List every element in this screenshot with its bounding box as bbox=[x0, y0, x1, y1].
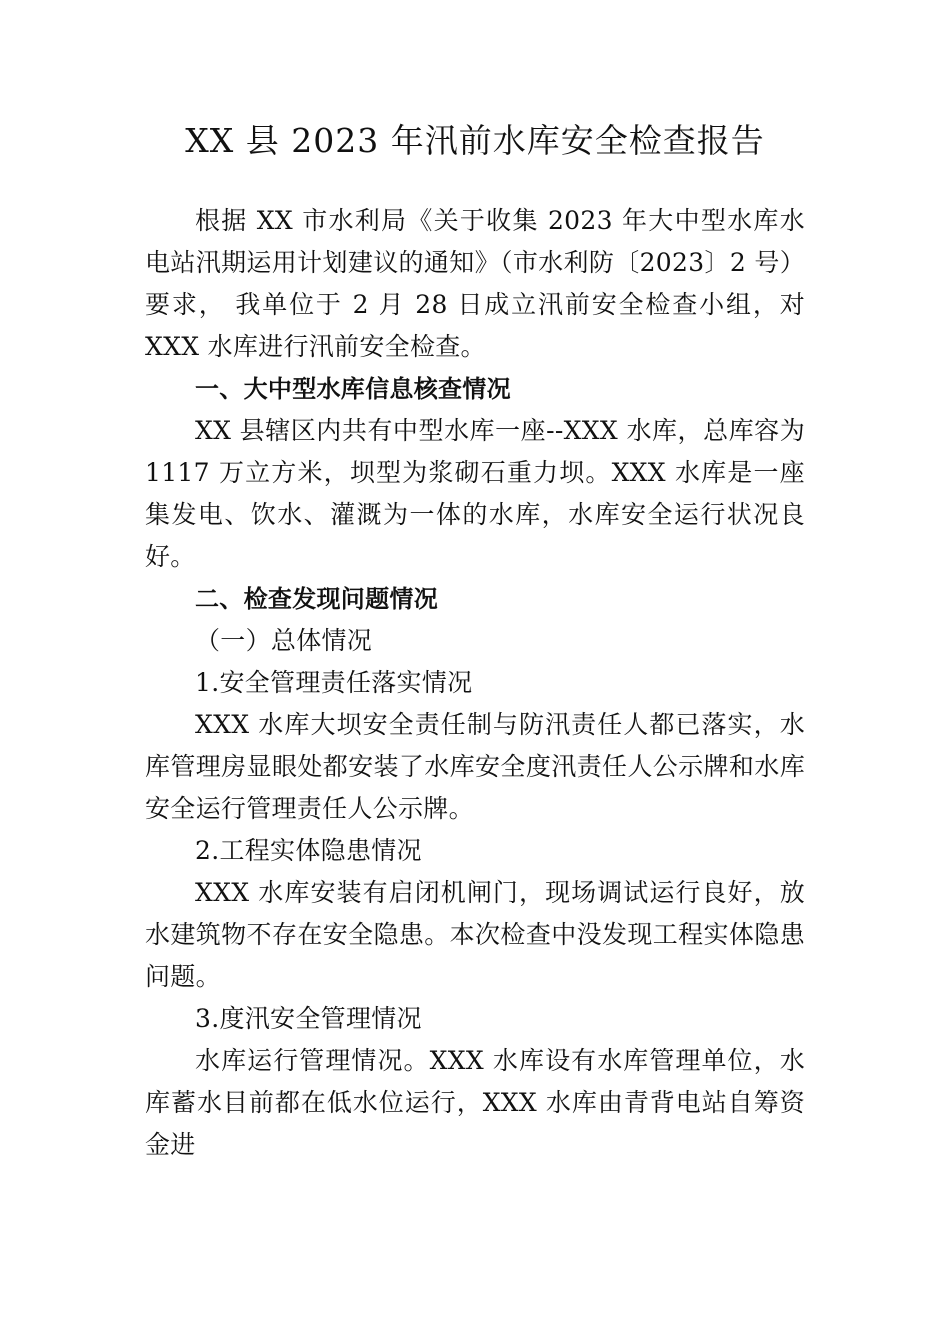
paragraph-flood-management: 水库运行管理情况。XXX 水库设有水库管理单位，水库蓄水目前都在低水位运行，XXX 水库由青背电站自筹资金进 bbox=[145, 1046, 805, 1159]
paragraph-reservoir-info: XX 县辖区内共有中型水库一座--XXX 水库，总库容为 1117 万立方米，坝型为浆砌石重力坝。XXX 水库是一座集发电、饮水、灌溉为一体的水库，水库安全运行状况良好。 bbox=[145, 416, 805, 571]
document-title: XX 县 2023 年汛前水库安全检查报告 bbox=[185, 121, 765, 160]
section-heading-issues: 二、检查发现问题情况 bbox=[195, 585, 438, 613]
paragraph-responsibility: XXX 水库大坝安全责任制与防汛责任人都已落实，水库管理房显眼处都安装了水库安全度汛责任人公示牌和水库安全运行管理责任人公示牌。 bbox=[145, 710, 805, 823]
paragraph-hazards: XXX 水库安装有启闭机闸门，现场调试运行良好，放水建筑物不存在安全隐患。本次检查中没发现工程实体隐患问题。 bbox=[145, 878, 805, 991]
subheading-hazards: 2.工程实体隐患情况 bbox=[195, 836, 422, 865]
section-heading-reservoir-info: 一、大中型水库信息核查情况 bbox=[195, 375, 511, 403]
paragraph-intro: 根据 XX 市水利局《关于收集 2023 年大中型水库水电站汛期运用计划建议的通知》（市水利防〔2023〕2 号）要求， 我单位于 2 月 28 日成立汛前安全检查小组，对 XXX 水库进行汛前安全检查。 bbox=[145, 206, 805, 361]
document-body bbox=[145, 200, 805, 1166]
subheading-flood-management: 3.度汛安全管理情况 bbox=[195, 1004, 422, 1033]
subheading-overall: （一）总体情况 bbox=[195, 626, 373, 655]
subheading-responsibility: 1.安全管理责任落实情况 bbox=[195, 668, 473, 697]
